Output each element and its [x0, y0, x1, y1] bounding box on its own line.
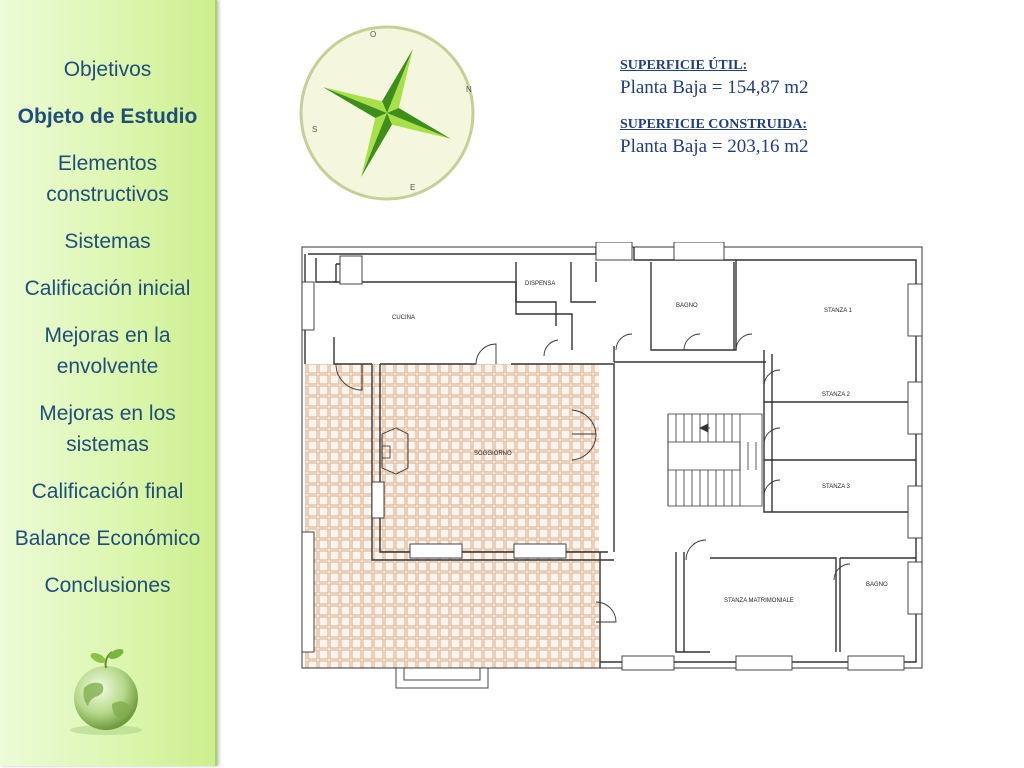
room-label-stanza-2: STANZA 2 — [822, 392, 850, 398]
compass-rose — [296, 22, 478, 204]
compass-label-e: E — [410, 183, 416, 192]
room-label-stanza-matrimoniale: STANZA MATRIMONIALE — [724, 598, 794, 604]
nav-item-calificacion-final[interactable]: Calificación final — [31, 480, 184, 503]
globe-plant-icon — [56, 646, 156, 736]
compass-label-s: S — [312, 125, 318, 134]
nav-item-objetivos[interactable]: Objetivos — [63, 58, 152, 81]
superficie-util-value: Planta Baja = 154,87 m2 — [620, 77, 809, 98]
terrace — [305, 364, 599, 668]
room-label-stanza-3: STANZA 3 — [822, 484, 850, 490]
superficie-construida-value: Planta Baja = 203,16 m2 — [620, 136, 809, 157]
nav-item-mejoras-envolvente[interactable]: Mejoras en la envolvente — [44, 324, 171, 378]
room-label-bagno-2: BAGNO — [866, 582, 888, 588]
sidebar — [0, 0, 217, 766]
superficie-construida-heading: SUPERFICIE CONSTRUIDA: — [620, 117, 808, 132]
nav-item-sistemas[interactable]: Sistemas — [64, 230, 151, 253]
room-label-bagno-1: BAGNO — [676, 303, 698, 309]
nav-item-conclusiones[interactable]: Conclusiones — [44, 574, 171, 597]
sidebar-nav — [0, 54, 215, 617]
compass-label-o: O — [370, 30, 377, 39]
nav-item-elementos-constructivos[interactable]: Elementos constructivos — [46, 152, 169, 206]
surface-info — [620, 58, 809, 158]
room-label-dispensa: DISPENSA — [525, 281, 556, 287]
nav-item-objeto-de-estudio[interactable]: Objeto de Estudio — [17, 105, 198, 128]
nav-item-balance-economico[interactable]: Balance Económico — [14, 527, 201, 550]
room-label-stanza-1: STANZA 1 — [824, 308, 852, 314]
nav-item-calificacion-inicial[interactable]: Calificación inicial — [24, 277, 191, 300]
room-label-soggiorno: SOGGIORNO — [474, 451, 512, 457]
compass-label-n: N — [466, 85, 472, 94]
room-label-cucina: CUCINA — [392, 315, 416, 321]
floor-plan — [296, 242, 930, 690]
superficie-util-heading: SUPERFICIE ÚTIL: — [620, 58, 748, 73]
nav-item-mejoras-sistemas[interactable]: Mejoras en los sistemas — [39, 402, 176, 456]
